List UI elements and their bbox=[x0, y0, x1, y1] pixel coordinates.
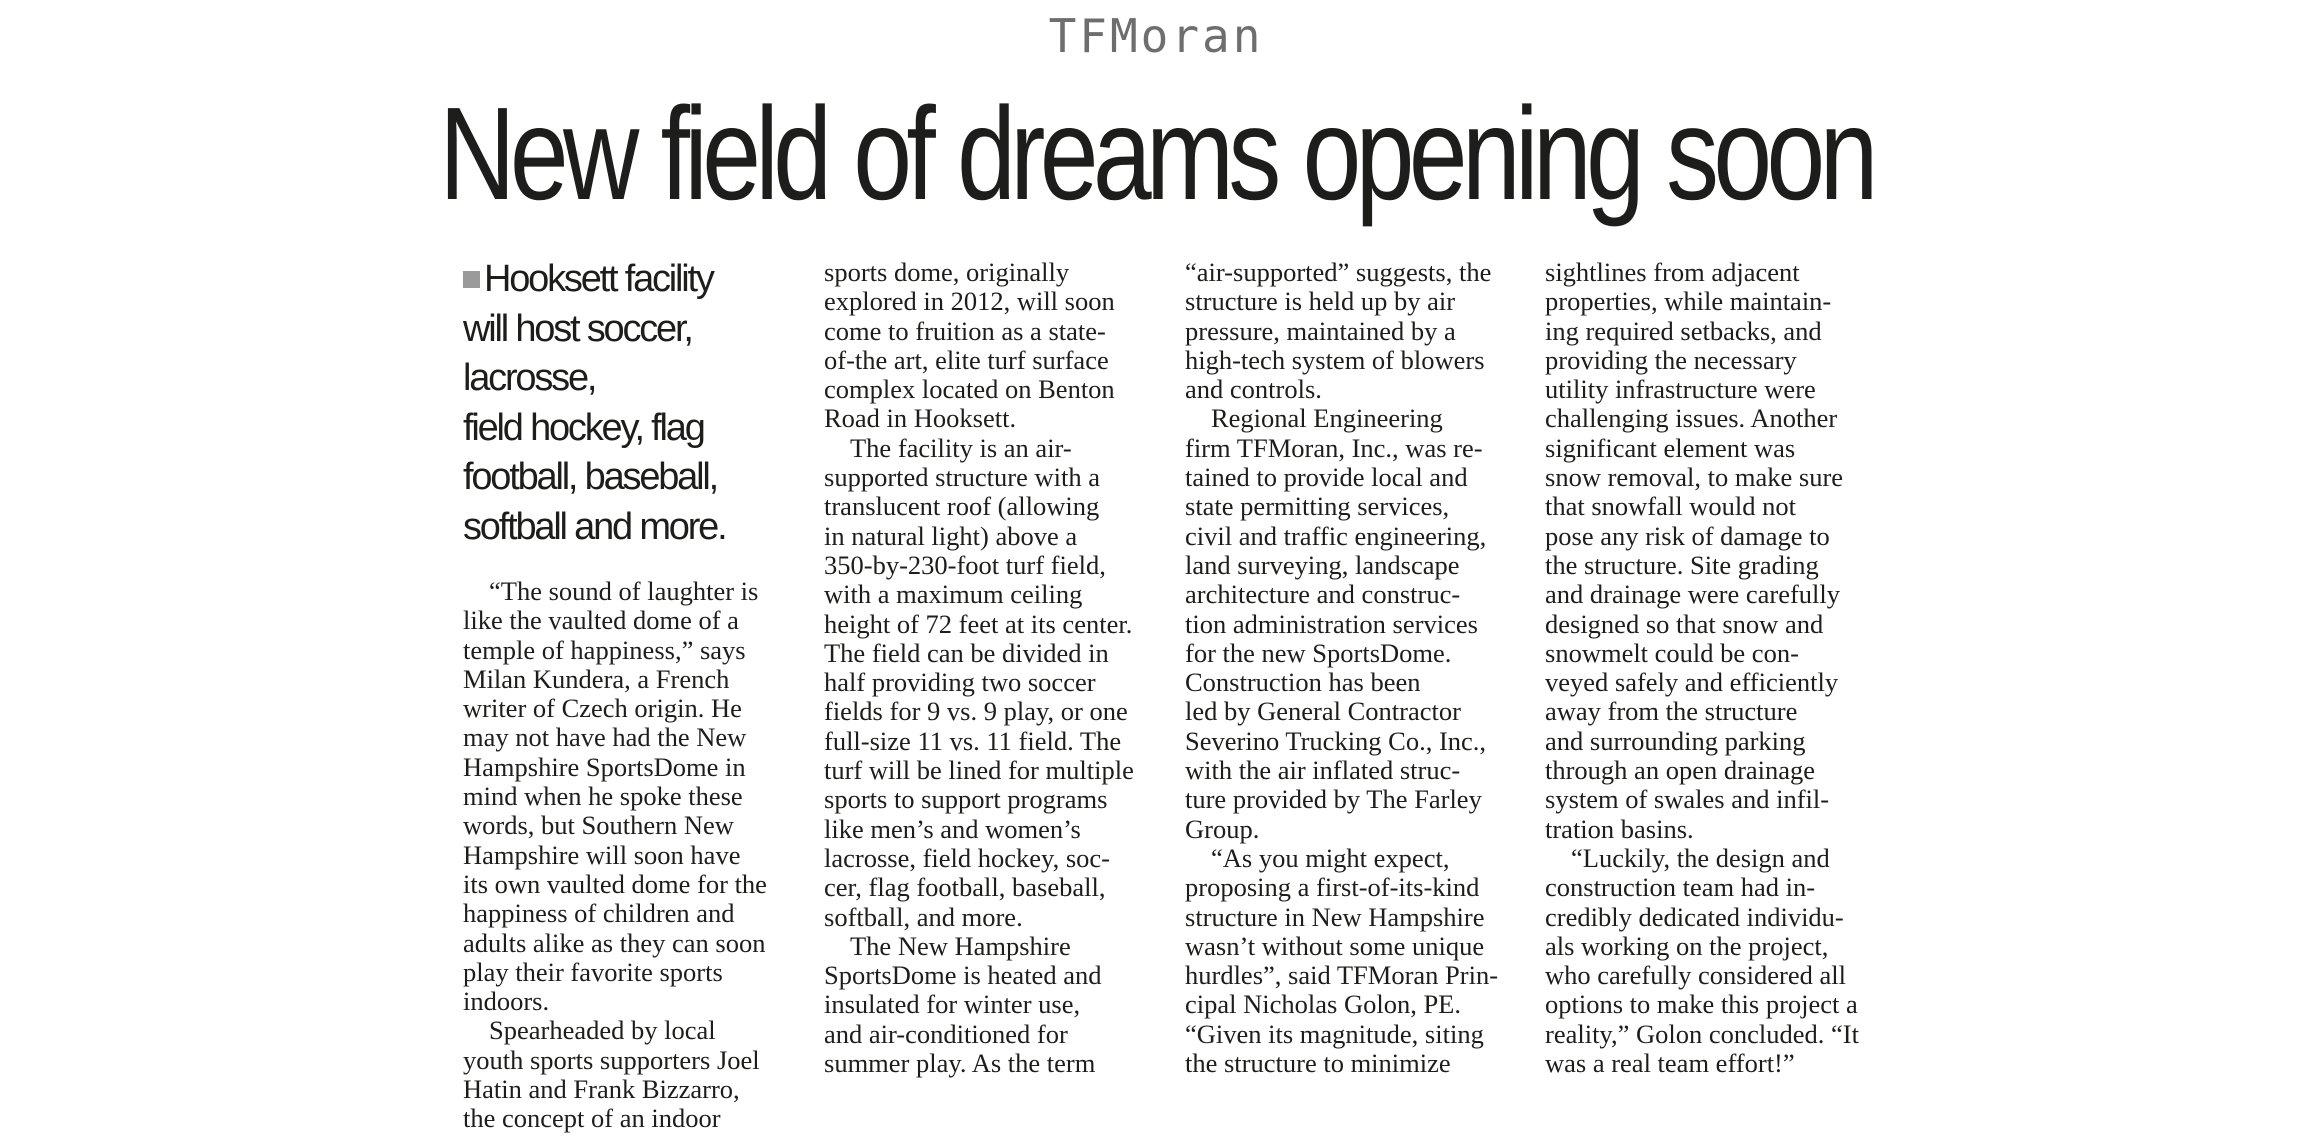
deck-line: softball and more. bbox=[463, 505, 726, 548]
text-line: writer of Czech origin. He bbox=[463, 693, 742, 724]
headline: New field of dreams opening soon bbox=[439, 80, 1873, 227]
text-line: civil and traffic engineering, bbox=[1185, 520, 1487, 551]
column-4-body bbox=[1545, 258, 1897, 1078]
text-line: sports dome, originally bbox=[824, 257, 1070, 287]
text-line: through an open drainage bbox=[1545, 755, 1816, 786]
text-line: “Luckily, the design and bbox=[1571, 842, 1830, 873]
text-line: significant element was bbox=[1545, 432, 1796, 463]
deck-line: Hooksett facility bbox=[463, 255, 815, 305]
text-line: and surrounding parking bbox=[1545, 725, 1806, 756]
column-2-body bbox=[824, 258, 1176, 1078]
text-line: firm TFMoran, Inc., was re- bbox=[1185, 432, 1483, 463]
text-line: play their favorite sports bbox=[463, 956, 723, 987]
text-line: Hatin and Frank Bizzarro, bbox=[463, 1074, 740, 1105]
text-line: who carefully considered all bbox=[1545, 960, 1846, 991]
text-line: “As you might expect, bbox=[1211, 842, 1450, 873]
text-line: properties, while maintain- bbox=[1545, 286, 1832, 317]
text-line: explored in 2012, will soon bbox=[824, 286, 1115, 317]
text-line: system of swales and infil- bbox=[1545, 784, 1830, 815]
text-line: lacrosse, field hockey, soc- bbox=[824, 842, 1110, 873]
text-line: utility infrastructure were bbox=[1545, 374, 1816, 405]
text-line: half providing two soccer bbox=[824, 667, 1096, 698]
column-1-body bbox=[463, 577, 815, 1134]
text-line: full-size 11 vs. 11 field. The bbox=[824, 725, 1122, 756]
text-line: turf will be lined for multiple bbox=[824, 755, 1134, 786]
text-line: supported structure with a bbox=[824, 462, 1100, 493]
text-line: summer play. As the term bbox=[824, 1048, 1096, 1079]
text-line: height of 72 feet at its center. bbox=[824, 608, 1133, 639]
text-line: and air-conditioned for bbox=[824, 1018, 1068, 1049]
text-line: the structure to minimize bbox=[1185, 1048, 1451, 1079]
square-bullet-icon bbox=[463, 271, 480, 288]
text-line: designed so that snow and bbox=[1545, 608, 1824, 639]
text-line: The field can be divided in bbox=[824, 637, 1109, 668]
text-line: adults alike as they can soon bbox=[463, 927, 766, 958]
text-line: snowmelt could be con- bbox=[1545, 637, 1799, 668]
brand-logo-text: TFMoran bbox=[1048, 9, 1264, 63]
text-line: Group. bbox=[1185, 813, 1260, 844]
text-line: tration basins. bbox=[1545, 813, 1694, 844]
article-column-2 bbox=[824, 258, 1176, 1078]
text-line: youth sports supporters Joel bbox=[463, 1044, 760, 1075]
text-line: providing the necessary bbox=[1545, 344, 1797, 375]
text-line: and controls. bbox=[1185, 374, 1322, 405]
text-line: may not have had the New bbox=[463, 722, 747, 753]
text-line: proposing a first-of-its-kind bbox=[1185, 872, 1480, 903]
text-line: like men’s and women’s bbox=[824, 813, 1081, 844]
deck-line: will host soccer, lacrosse, bbox=[463, 307, 692, 399]
text-line: away from the structure bbox=[1545, 696, 1798, 727]
column-3-body bbox=[1185, 258, 1537, 1078]
text-line: was a real team effort!” bbox=[1545, 1048, 1795, 1079]
text-line: hurdles”, said TFMoran Prin- bbox=[1185, 960, 1499, 991]
deck-subheadline bbox=[463, 255, 815, 552]
text-line: led by General Contractor bbox=[1185, 696, 1461, 727]
text-line: happiness of children and bbox=[463, 898, 735, 929]
deck-line: football, baseball, bbox=[463, 456, 717, 498]
text-line: Hampshire will soon have bbox=[463, 839, 741, 870]
text-line: “Given its magnitude, siting bbox=[1185, 1018, 1484, 1049]
text-line: “The sound of laughter is bbox=[489, 576, 759, 606]
text-line: wasn’t without some unique bbox=[1185, 930, 1485, 961]
text-line: snow removal, to make sure bbox=[1545, 462, 1844, 493]
deck-line: field hockey, flag bbox=[463, 406, 704, 449]
text-line: insulated for winter use, bbox=[824, 989, 1081, 1020]
text-line: with the air inflated struc- bbox=[1185, 755, 1461, 786]
text-line: Hampshire SportsDome in bbox=[463, 751, 746, 782]
text-line: challenging issues. Another bbox=[1545, 403, 1838, 434]
text-line: veyed safely and efficiently bbox=[1545, 667, 1839, 698]
text-line: Milan Kundera, a French bbox=[463, 663, 730, 694]
text-line: and drainage were carefully bbox=[1545, 579, 1841, 610]
text-line: ture provided by The Farley bbox=[1185, 784, 1482, 815]
text-line: the structure. Site grading bbox=[1545, 549, 1819, 580]
text-line: pressure, maintained by a bbox=[1185, 315, 1456, 346]
text-line: mind when he spoke these bbox=[463, 781, 743, 812]
text-line: “air-supported” suggests, the bbox=[1185, 257, 1492, 287]
text-line: for the new SportsDome. bbox=[1185, 637, 1452, 668]
text-line: its own vaulted dome for the bbox=[463, 868, 767, 899]
text-line: sightlines from adjacent bbox=[1545, 257, 1800, 287]
text-line: words, but Southern New bbox=[463, 810, 734, 841]
text-line: tion administration services bbox=[1185, 608, 1478, 639]
text-line: state permitting services, bbox=[1185, 491, 1450, 522]
text-line: reality,” Golon concluded. “It bbox=[1545, 1018, 1859, 1049]
text-line: fields for 9 vs. 9 play, or one bbox=[824, 696, 1128, 727]
text-line: with a maximum ceiling bbox=[824, 579, 1083, 610]
text-line: Spearheaded by local bbox=[489, 1015, 716, 1046]
text-line: credibly dedicated individu- bbox=[1545, 901, 1844, 932]
text-line: options to make this project a bbox=[1545, 989, 1858, 1020]
text-line: structure is held up by air bbox=[1185, 286, 1456, 317]
text-line: that snowfall would not bbox=[1545, 491, 1796, 522]
text-line: The facility is an air- bbox=[850, 432, 1072, 463]
text-line: cipal Nicholas Golon, PE. bbox=[1185, 989, 1461, 1020]
text-line: Construction has been bbox=[1185, 667, 1421, 698]
text-line: Regional Engineering bbox=[1211, 403, 1443, 434]
text-line: indoors. bbox=[463, 986, 550, 1017]
text-line: 350-by-230-foot turf field, bbox=[824, 549, 1106, 580]
text-line: Severino Trucking Co., Inc., bbox=[1185, 725, 1487, 756]
text-line: Road in Hooksett. bbox=[824, 403, 1017, 434]
text-line: in natural light) above a bbox=[824, 520, 1078, 551]
text-line: ing required setbacks, and bbox=[1545, 315, 1822, 346]
text-line: tained to provide local and bbox=[1185, 462, 1468, 493]
text-line: SportsDome is heated and bbox=[824, 960, 1102, 991]
text-line: come to fruition as a state- bbox=[824, 315, 1106, 346]
text-line: temple of happiness,” says bbox=[463, 634, 746, 665]
text-line: structure in New Hampshire bbox=[1185, 901, 1485, 932]
text-line: architecture and construc- bbox=[1185, 579, 1461, 610]
text-line: als working on the project, bbox=[1545, 930, 1829, 961]
text-line: construction team had in- bbox=[1545, 872, 1816, 903]
text-line: cer, flag football, baseball, bbox=[824, 872, 1106, 903]
article-column-1 bbox=[463, 258, 815, 1134]
text-line: the concept of an indoor bbox=[463, 1103, 721, 1134]
text-line: high-tech system of blowers bbox=[1185, 344, 1485, 375]
text-line: softball, and more. bbox=[824, 901, 1023, 932]
text-line: The New Hampshire bbox=[850, 930, 1071, 961]
text-line: sports to support programs bbox=[824, 784, 1108, 815]
text-line: of-the art, elite turf surface bbox=[824, 344, 1109, 375]
text-line: like the vaulted dome of a bbox=[463, 605, 739, 636]
text-line: pose any risk of damage to bbox=[1545, 520, 1830, 551]
article-column-4 bbox=[1545, 258, 1897, 1078]
text-line: land surveying, landscape bbox=[1185, 549, 1460, 580]
article-column-3 bbox=[1185, 258, 1537, 1078]
text-line: translucent roof (allowing bbox=[824, 491, 1100, 522]
text-line: complex located on Benton bbox=[824, 374, 1115, 405]
